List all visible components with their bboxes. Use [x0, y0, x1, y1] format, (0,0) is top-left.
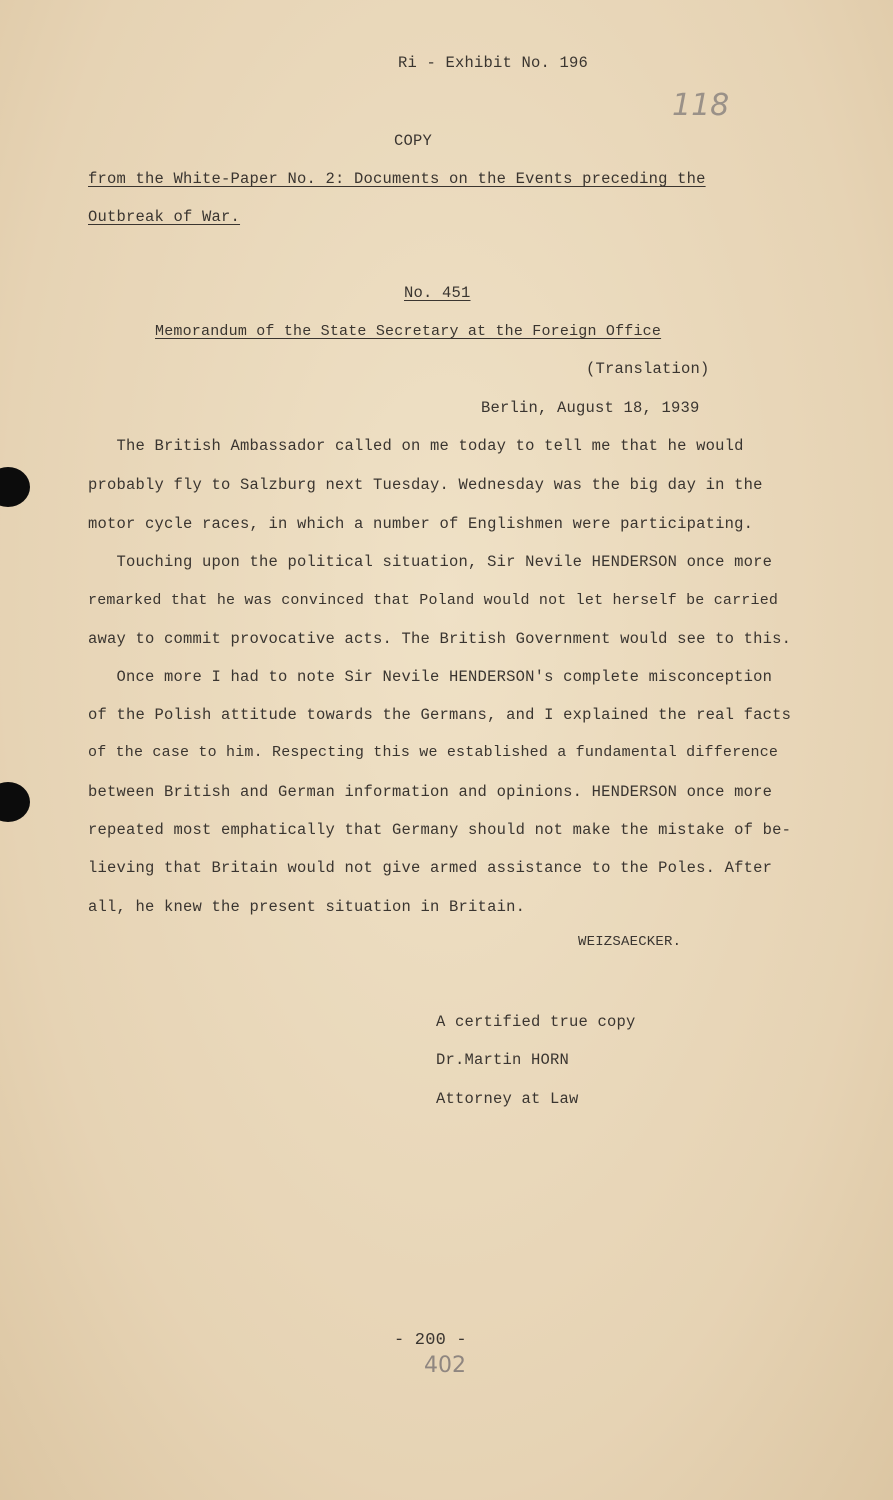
- body-line: of the case to him. Respecting this we established a fundamental difference: [88, 744, 779, 761]
- dateline: Berlin, August 18, 1939: [481, 399, 700, 417]
- copy-label: COPY: [394, 132, 433, 150]
- body-line: lieving that Britain would not give armed assistance to the Poles. After: [88, 859, 773, 877]
- document-title: Memorandum of the State Secretary at the Foreign Office: [155, 323, 662, 340]
- body-line: all, he knew the present situation in Britain.: [88, 898, 526, 916]
- body-line: The British Ambassador called on me today to tell me that he would: [88, 437, 744, 455]
- exhibit-label: Ri - Exhibit No. 196: [398, 54, 589, 72]
- page-number: - 200 -: [394, 1331, 467, 1350]
- body-line: Touching upon the political situation, Sir Nevile HENDERSON once more: [88, 553, 773, 571]
- punch-hole-top: [0, 467, 30, 507]
- handwritten-page-number: 402: [424, 1353, 466, 1378]
- source-line-2: Outbreak of War.: [88, 208, 241, 226]
- body-line: repeated most emphatically that Germany should not make the mistake of be-: [88, 821, 792, 839]
- certification-line-3: Attorney at Law: [436, 1090, 579, 1108]
- certification-line-2: Dr.Martin HORN: [436, 1051, 570, 1069]
- body-line: between British and German information and opinions. HENDERSON once more: [88, 783, 773, 801]
- body-line: motor cycle races, in which a number of Englishmen were participating.: [88, 515, 754, 533]
- document-number: No. 451: [404, 284, 471, 302]
- translation-note: (Translation): [586, 360, 710, 378]
- source-line-1: from the White-Paper No. 2: Documents on the Events preceding the: [88, 170, 706, 188]
- punch-hole-bottom: [0, 782, 30, 822]
- signature: WEIZSAECKER.: [578, 934, 682, 950]
- handwritten-folio-number: 118: [672, 88, 730, 123]
- body-line: remarked that he was convinced that Poland would not let herself be carried: [88, 592, 779, 609]
- body-line: probably fly to Salzburg next Tuesday. Wednesday was the big day in the: [88, 476, 763, 494]
- certification-line-1: A certified true copy: [436, 1013, 636, 1031]
- body-line: away to commit provocative acts. The British Government would see to this.: [88, 630, 792, 648]
- body-line: Once more I had to note Sir Nevile HENDERSON's complete misconception: [88, 668, 773, 686]
- body-line: of the Polish attitude towards the Germans, and I explained the real facts: [88, 706, 792, 724]
